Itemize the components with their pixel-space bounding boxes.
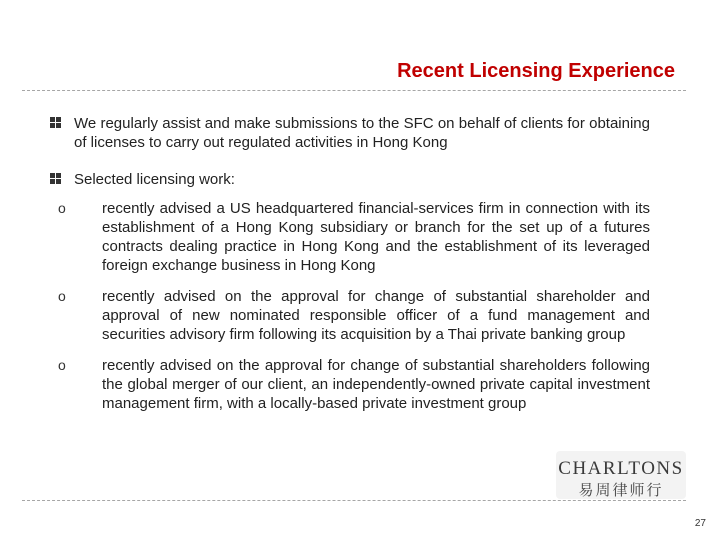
sub-bullet-item	[50, 199, 650, 275]
square-bullet-icon	[50, 173, 61, 184]
charltons-logo	[556, 451, 686, 499]
page-number: 27	[694, 518, 706, 529]
bullet-text: We regularly assist and make submissions to the SFC on behalf of clients for obtaining of licenses to carry out regulated activities in Hong Kong	[74, 115, 650, 151]
slide-title: Recent Licensing Experience	[397, 60, 675, 82]
sub-bullet-list	[50, 199, 650, 413]
footer-divider	[22, 500, 686, 501]
circle-bullet-icon: o	[58, 200, 66, 216]
circle-bullet-icon: o	[58, 288, 66, 304]
logo-chinese-name: 易周律师行	[578, 482, 664, 499]
logo-name: CHARLTONS	[558, 458, 684, 479]
sub-bullet-item	[50, 287, 650, 344]
sub-bullet-text: recently advised on the approval for change of substantial shareholders following the global merger of our client, an independently-owned private capital investment management firm, with a locally-based private investment group	[102, 357, 650, 412]
slide-content	[50, 114, 650, 425]
square-bullet-icon	[50, 117, 61, 128]
sub-bullet-item	[50, 356, 650, 413]
bullet-item	[50, 170, 650, 189]
bullet-text: Selected licensing work:	[74, 171, 235, 188]
header-divider	[22, 90, 686, 91]
bullet-item	[50, 114, 650, 152]
sub-bullet-text: recently advised a US headquartered financial-services firm in connection with its establishment of a Hong Kong subsidiary or branch for the set up of a futures contracts dealing practice in Hong Kong and the establishment of its leveraged foreign exchange business in Hong Kong	[102, 200, 650, 274]
sub-bullet-text: recently advised on the approval for change of substantial shareholder and approval of new nominated responsible officer of a fund management and securities advisory firm following its acquisition by a Thai private banking group	[102, 288, 650, 343]
circle-bullet-icon: o	[58, 357, 66, 373]
